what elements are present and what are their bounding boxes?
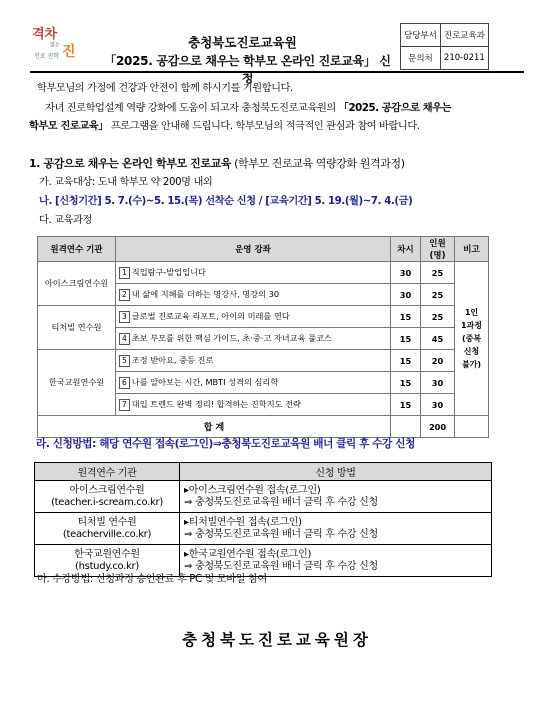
course-number: 7 <box>119 399 130 411</box>
header-divider <box>30 71 524 73</box>
people-cell: 25 <box>421 284 455 306</box>
org-url: (hstudy.co.kr) <box>75 560 139 572</box>
method-table <box>34 462 492 577</box>
method-step-2: ⇒ 충청북도진로교육원 배너 클릭 후 수강 신청 <box>184 560 378 572</box>
contact-box <box>400 23 489 70</box>
method-step-2: ⇒ 충청북도진로교육원 배너 클릭 후 수강 신청 <box>184 528 378 540</box>
document-title: 「2025. 공감으로 채우는 학부모 온라인 진로교육」 신청 <box>104 54 391 85</box>
hours-cell: 15 <box>391 306 421 328</box>
contact-value: 210-0211 <box>440 47 488 70</box>
note-line: 불가) <box>461 360 482 369</box>
note-line: (중복 <box>461 334 482 343</box>
total-note-empty <box>455 416 489 438</box>
organization-name: 충청북도진로교육원 <box>188 35 297 50</box>
table-row <box>38 262 489 284</box>
org-url: (teacher.i-scream.co.kr) <box>51 496 163 508</box>
dept-label: 담당부서 <box>401 24 441 47</box>
intro-program-name-end: 학부모 진로교육」 <box>29 121 109 132</box>
method-table-header <box>35 463 492 481</box>
org-cell: 한국교원연수원 <box>38 350 116 416</box>
course-cell <box>116 328 391 350</box>
course-number: 2 <box>119 289 130 301</box>
item-na-period: 나. [신청기간] 5. 7.(수)~5. 15.(목) 선착순 신청 / [교육기간] 5. 19.(월)~7. 4.(금) <box>39 196 413 207</box>
org-cell: 아이스크림연수원 <box>38 262 116 306</box>
people-cell: 25 <box>421 306 455 328</box>
col-header-method: 신청 방법 <box>180 463 492 481</box>
svg-text:진로 진학: 진로 진학 <box>34 53 60 60</box>
course-table <box>37 236 489 438</box>
note-line: 1인 <box>464 308 479 317</box>
svg-text:격차: 격차 <box>32 27 58 42</box>
intro-line-3-text: 프로그램을 안내해 드립니다. 학부모님의 적극적인 관심과 참여 바랍니다. <box>108 121 420 132</box>
intro-line-2-text: 자녀 진로학업설계 역량 강화에 도움이 되고자 충청북도진로교육원의 <box>45 103 339 114</box>
org-url: (teacherville.co.kr) <box>62 528 152 540</box>
hours-cell: 15 <box>391 372 421 394</box>
course-cell <box>116 372 391 394</box>
svg-text:없는: 없는 <box>50 42 60 48</box>
intro-program-name: 「2025. 공감으로 채우는 <box>338 103 452 114</box>
item-ma: 마. 수강방법: 신청과정 승인완료 후 PC 및 모바일 참여 <box>37 574 267 585</box>
col-header-org: 원격연수 기관 <box>38 237 116 262</box>
note-line: 신청 <box>463 347 480 356</box>
table-row <box>35 481 492 513</box>
signature: 충청북도진로교육원장 <box>182 631 372 649</box>
total-label: 합 계 <box>38 416 391 438</box>
course-number: 6 <box>119 377 130 389</box>
method-step-1: ▸티처빌연수원 접속(로그인) <box>184 516 302 528</box>
hours-cell: 15 <box>391 328 421 350</box>
course-cell <box>116 262 391 284</box>
item-ga: 가. 교육대상: 도내 학부모 약 200명 내외 <box>39 177 213 188</box>
course-title: 대입 트렌드 완벽 정리! 합격하는 진학지도 전략 <box>131 398 301 409</box>
course-number: 3 <box>119 311 130 323</box>
course-title: 조정 받아요, 중등 진로 <box>131 354 214 365</box>
method-step-2: ⇒ 충청북도진로교육원 배너 클릭 후 수강 신청 <box>184 496 378 508</box>
col-header-hours: 차시 <box>391 237 421 262</box>
people-cell: 30 <box>421 372 455 394</box>
people-cell: 30 <box>421 394 455 416</box>
table-row <box>35 513 492 545</box>
item-ra-method: 라. 신청방법: 해당 연수원 접속(로그인)⇒충청북도진로교육원 배너 클릭 후 수강 신청 <box>36 438 415 450</box>
total-row <box>38 416 489 438</box>
institution-logo <box>30 20 88 64</box>
hours-cell: 30 <box>391 284 421 306</box>
col-header-org: 원격연수 기관 <box>35 463 180 481</box>
dept-value: 진로교육과 <box>440 24 488 47</box>
course-number: 4 <box>119 333 130 345</box>
course-table-header <box>38 237 489 262</box>
item-da: 다. 교육과정 <box>39 215 92 226</box>
note-cell <box>455 262 489 416</box>
course-number: 5 <box>119 355 130 367</box>
course-title: 나를 알아보는 시간, MBTI 성격의 심리학 <box>131 376 279 387</box>
method-cell <box>180 481 492 513</box>
method-step-1: ▸아이스크림연수원 접속(로그인) <box>184 484 321 496</box>
course-title: 내 삶에 지혜를 더하는 명강사, 명강의 30 <box>131 288 280 299</box>
org-name: 티처빌 연수원 <box>77 516 137 528</box>
people-cell: 20 <box>421 350 455 372</box>
method-cell <box>180 513 492 545</box>
course-cell <box>116 306 391 328</box>
org-cell <box>35 513 180 545</box>
org-cell: 티처빌 연수원 <box>38 306 116 350</box>
intro-line-2 <box>45 101 451 116</box>
hours-cell: 30 <box>391 262 421 284</box>
section-1-subtitle: (학부모 진로교육 역량강화 원격과정) <box>231 157 405 170</box>
contact-label: 문의처 <box>401 47 441 70</box>
course-title: 초보 부모를 위한 핵심 가이드, 초·중·고 자녀교육 풀코스 <box>131 332 332 343</box>
course-cell <box>116 284 391 306</box>
col-header-people: 인원(명) <box>421 237 455 262</box>
svg-text:진: 진 <box>62 44 76 60</box>
section-1-title: 1. 공감으로 채우는 온라인 학부모 진로교육 <box>29 157 232 170</box>
course-cell <box>116 394 391 416</box>
table-row <box>38 306 489 328</box>
total-value: 200 <box>421 416 455 438</box>
org-name: 아이스크림연수원 <box>69 484 145 496</box>
course-cell <box>116 350 391 372</box>
org-cell <box>35 481 180 513</box>
people-cell: 25 <box>421 262 455 284</box>
note-line: 1과정 <box>460 321 483 330</box>
course-title: 직업탐구-발업입니다 <box>131 266 206 277</box>
method-step-1: ▸한국교원연수원 접속(로그인) <box>184 548 312 560</box>
section-1-heading <box>29 156 405 171</box>
people-cell: 45 <box>421 328 455 350</box>
table-row <box>38 350 489 372</box>
intro-line-3 <box>29 119 420 134</box>
intro-line-1: 학부모님의 가정에 건강과 안전이 함께 하시기를 기원합니다. <box>37 83 293 94</box>
col-header-course: 운영 강좌 <box>116 237 391 262</box>
course-title: 글로벌 진로교육 리포트, 아이의 미래를 연다 <box>131 310 290 321</box>
hours-cell: 15 <box>391 394 421 416</box>
course-number: 1 <box>119 267 130 279</box>
hours-cell: 15 <box>391 350 421 372</box>
total-empty <box>391 416 421 438</box>
org-name: 한국교원연수원 <box>74 548 140 560</box>
col-header-note: 비고 <box>455 237 489 262</box>
